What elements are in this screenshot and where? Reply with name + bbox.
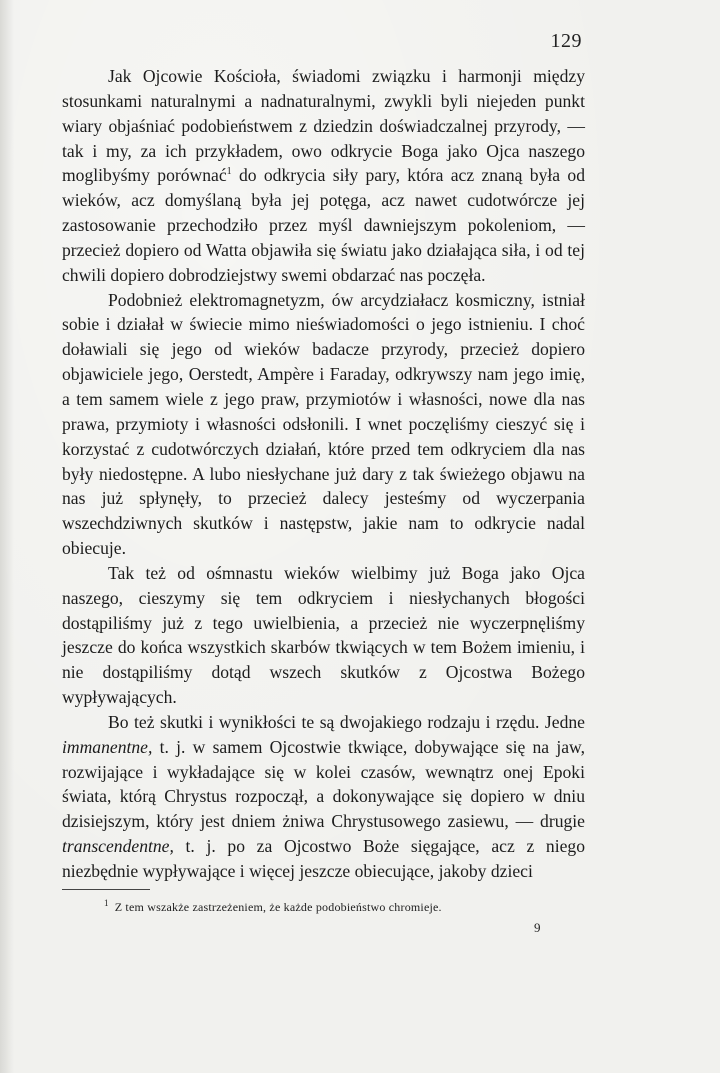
footnote-separator xyxy=(62,889,150,890)
footnote xyxy=(104,900,442,915)
text-run: t. j. w samem Ojcostwie tkwiące, dobywające się na jaw, rozwijające i wykładające się w kolei czasów, wewnątrz onej Epoki świata, którą Chrystus rozpoczął, a dokonywające się dopiero w dniu dzisiejszym, który jest dniem żniwa Chrystusowego zasiewu, — drugie xyxy=(62,736,585,832)
paragraph-1 xyxy=(62,64,585,288)
page-edge-shadow xyxy=(0,0,14,1073)
footnote-text: Z tem wszakże zastrzeżeniem, że każde podobieństwo chromieje. xyxy=(114,900,442,914)
footnote-reference: 1 xyxy=(226,166,232,178)
main-text xyxy=(62,64,585,884)
italic-term: immanentne, xyxy=(62,736,153,757)
text-run: t. j. po za Ojcostwo Boże sięgające, acz z niego niezbędnie wypływające i więcej jeszcze obiecujące, jakoby dzieci xyxy=(62,836,585,881)
text-run: Podobnież elektromagnetyzm, ów arcydziałacz kosmiczny, istniał sobie i działał w świecie mimo nieświadomości o jego istnieniu. I choć doławiali się jego od wieków badacze przyrody, przecież dopiero objawiciele jego, Oerstedt, Ampère i Faraday, odkrywszy nam jego imię, a tem samem wiele z jego praw, przymiotów i własności, nowe dla nas prawa, przymioty i własności odsłonili. I wnet poczęliśmy cieszyć się i korzystać z cudotwórczych działań, które przed tem odkryciem dla nas były niedostępne. A lubo niesłychane już dary z tak świeżego objawu na nas już spłynęły, to przecież dalecy jesteśmy od wyczerpania wszechdziwnych skutków i następstw, jakie nam to odkrycie nadal obiecuje. xyxy=(62,289,585,559)
paragraph-2 xyxy=(62,288,585,561)
text-run: Jak Ojcowie Kościoła, świadomi związku i harmonji między stosunkami naturalnymi a nadnaturalnymi, zwykli byli niejeden punkt wiary objaśniać podobieństwem z dziedzin doświadczalnej przyrody, — tak i my, za ich przykładem, owo odkrycie Boga jako Ojca naszego moglibyśmy porównać xyxy=(62,66,585,186)
text-run: Bo też skutki i wynikłości te są dwojakiego rodzaju i rzędu. Jedne xyxy=(108,711,585,732)
italic-term: transcendentne, xyxy=(62,836,174,857)
paragraph-4 xyxy=(62,710,585,884)
page-number: 129 xyxy=(550,30,582,52)
text-run: Tak też od ośmnastu wieków wielbimy już Boga jako Ojca naszego, cieszymy się tem odkryciem i niesłychanych błogości dostąpiliśmy już z tego uwielbienia, a przecież nie wyczerpnęliśmy jeszcze do końca wszystkich skarbów tkwiących w tem Bożem imieniu, i nie dostąpiliśmy dotąd wszech skutków z Ojcostwa Bożego wypływających. xyxy=(62,562,585,708)
paragraph-3 xyxy=(62,561,585,710)
text-run: do odkrycia siły pary, która acz znaną była od wieków, acz domyślaną była jej potęga, acz nawet cudotwórcze jej zastosowanie przechodziło przez myśl dawniejszym pokoleniom, — przecież dopiero od Watta objawiła się światu jako działająca siła, i od tej chwili dopiero dobrodziejstwy swemi obdarzać nas poczęła. xyxy=(62,165,585,285)
printer-signature-mark: 9 xyxy=(534,920,541,935)
footnote-marker: 1 xyxy=(104,898,109,908)
